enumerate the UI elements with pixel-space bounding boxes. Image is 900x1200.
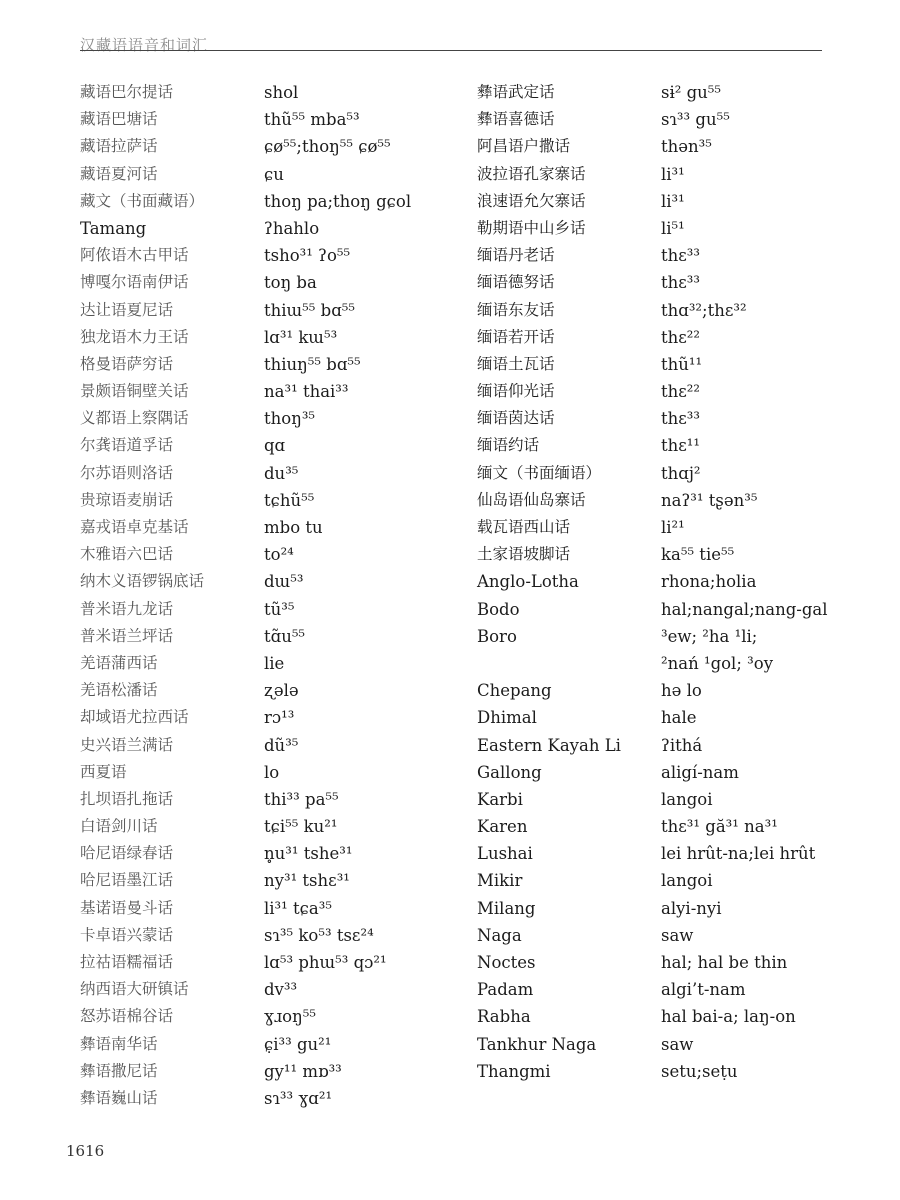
word-form: thɑ³²;thɛ³² — [661, 300, 747, 320]
word-form: dũ³⁵ — [264, 735, 299, 755]
language-name: 景颇语铜壁关话 — [80, 382, 189, 401]
language-name: Bodo — [477, 599, 520, 619]
word-form: ʐələ — [264, 681, 299, 701]
language-name: 尔苏语则洛话 — [80, 463, 174, 482]
word-form: li⁵¹ — [661, 218, 685, 238]
language-name: 尔龚语道孚话 — [80, 436, 174, 455]
language-name: 怒苏语棉谷话 — [80, 1007, 174, 1026]
language-name: Mikir — [477, 871, 523, 891]
language-name: Thangmi — [477, 1061, 551, 1081]
word-form: li²¹ — [661, 518, 685, 537]
word-form: na³¹ thai³³ — [264, 382, 349, 402]
language-name: 缅语丹老话 — [477, 246, 555, 265]
language-name: 缅语茵达话 — [477, 409, 555, 428]
language-name: 仙岛语仙岛寨话 — [477, 490, 586, 509]
language-name: Boro — [477, 626, 517, 646]
language-name: 缅语土瓦话 — [477, 354, 555, 373]
language-name: Eastern Kayah Li — [477, 735, 621, 755]
word-form: lɑ³¹ kɯ⁵³ — [264, 327, 338, 347]
word-form: ɣɹoŋ⁵⁵ — [264, 1007, 316, 1027]
running-head: 汉藏语语音和词汇 — [80, 36, 209, 54]
word-form: thɛ³³ — [661, 409, 701, 429]
word-form: thiɯ⁵⁵ bɑ⁵⁵ — [264, 300, 356, 320]
language-name: 羌语松潘话 — [80, 681, 158, 700]
header-rule — [80, 50, 822, 51]
language-name: 土家语坡脚话 — [477, 545, 571, 564]
word-form: ka⁵⁵ tie⁵⁵ — [661, 545, 735, 565]
language-name: 贵琼语麦崩话 — [80, 490, 174, 509]
word-form: thɛ³³ — [661, 273, 701, 293]
word-form: thɛ³³ — [661, 246, 701, 266]
language-name: 普米语九龙话 — [80, 599, 174, 618]
language-name: 普米语兰坪话 — [80, 626, 174, 645]
language-name: 白语剑川话 — [80, 817, 158, 836]
word-form: sɿ³³ gu⁵⁵ — [661, 110, 730, 130]
word-form: thɑj² — [661, 463, 701, 483]
word-form: hal bai-a; laŋ-on — [661, 1007, 796, 1027]
language-name: 彝语喜德话 — [477, 110, 555, 129]
word-form: thi³³ pa⁵⁵ — [264, 789, 339, 809]
language-name: 哈尼语绿春话 — [80, 844, 174, 863]
language-name: 西夏语 — [80, 762, 127, 781]
language-name: Tankhur Naga — [477, 1034, 597, 1054]
language-name: 哈尼语墨江话 — [80, 871, 174, 890]
language-name: Chepang — [477, 681, 552, 701]
word-form: thũ⁵⁵ mba⁵³ — [264, 110, 360, 130]
language-name: Tamang — [80, 218, 147, 238]
language-name: Gallong — [477, 762, 542, 782]
word-form: langoi — [661, 789, 713, 809]
word-form: thiuŋ⁵⁵ bɑ⁵⁵ — [264, 354, 361, 374]
language-name: 卡卓语兴蒙话 — [80, 925, 174, 944]
word-form: ʔithá — [661, 735, 703, 755]
language-name: Milang — [477, 898, 536, 918]
word-form: alyi-nyi — [661, 898, 722, 918]
language-name: Dhimal — [477, 708, 537, 728]
word-form: hal;nangal;nang-gal — [661, 599, 828, 619]
word-form: thɛ³¹ gă³¹ na³¹ — [661, 817, 778, 837]
word-form: tũ³⁵ — [264, 599, 295, 619]
word-form: hə lo — [661, 681, 702, 701]
word-form: thɛ²² — [661, 327, 701, 347]
word-form: thɛ²² — [661, 382, 701, 402]
word-form: thɛ¹¹ — [661, 436, 701, 456]
word-form: rhona;holia — [661, 572, 757, 592]
language-name: Padam — [477, 980, 534, 1000]
word-form: gy¹¹ mɒ³³ — [264, 1061, 342, 1081]
word-form: naʔ³¹ tʂən³⁵ — [661, 490, 758, 510]
language-name: 缅语若开话 — [477, 327, 555, 346]
language-name: Karbi — [477, 789, 523, 809]
word-form: dv³³ — [264, 980, 298, 1000]
language-name: 载瓦语西山话 — [477, 518, 571, 536]
language-name: 彝语武定话 — [477, 83, 555, 101]
language-name: 羌语蒲西话 — [80, 653, 158, 672]
language-name: 纳西语大研镇话 — [80, 980, 189, 999]
language-name: 藏文（书面藏语） — [80, 191, 205, 210]
word-form: lei hrût-na;lei hrût — [661, 844, 816, 864]
word-form: shol — [264, 83, 299, 102]
language-name: 达让语夏尼话 — [80, 300, 174, 319]
word-form: tɕi⁵⁵ ku²¹ — [264, 817, 338, 837]
language-name: 史兴语兰满话 — [80, 735, 174, 754]
language-name: Anglo-Lotha — [477, 572, 579, 592]
word-form: hale — [661, 708, 697, 728]
language-name: 彝语撒尼话 — [80, 1061, 158, 1080]
word-form: saw — [661, 925, 694, 945]
language-name: 独龙语木力王话 — [80, 327, 189, 346]
word-form: tsho³¹ ʔo⁵⁵ — [264, 246, 351, 266]
word-form: qɑ — [264, 436, 286, 456]
language-name: 彝语南华话 — [80, 1034, 158, 1053]
language-name: Karen — [477, 817, 528, 837]
word-form: hal; hal be thin — [661, 953, 788, 972]
language-name: Lushai — [477, 844, 533, 864]
word-form: lie — [264, 653, 285, 673]
language-name: 藏语巴尔提话 — [80, 83, 174, 101]
language-name: 阿侬语木古甲话 — [80, 246, 189, 265]
language-name: 义都语上察隅话 — [80, 409, 189, 428]
language-name: 藏语巴塘话 — [80, 110, 158, 129]
word-form: n̥u³¹ tshe³¹ — [264, 844, 353, 864]
word-form: aligí-nam — [661, 762, 739, 782]
word-form: tɕhũ⁵⁵ — [264, 490, 315, 510]
word-form: saw — [661, 1034, 694, 1054]
word-form: lɑ⁵³ phɯ⁵³ qɔ²¹ — [264, 953, 387, 972]
word-form: toŋ ba — [264, 273, 317, 293]
language-name: 却域语尤拉西话 — [80, 708, 189, 727]
word-form: tɑ̃u⁵⁵ — [264, 626, 306, 646]
word-form: li³¹ — [661, 164, 685, 184]
language-name: Noctes — [477, 953, 536, 972]
word-form: li³¹ — [661, 191, 685, 211]
language-name: Rabha — [477, 1007, 531, 1027]
language-name: 藏语拉萨话 — [80, 137, 158, 156]
word-form: ɕø⁵⁵;thoŋ⁵⁵ ɕø⁵⁵ — [264, 137, 391, 157]
language-name: 缅语东友话 — [477, 300, 555, 319]
word-form: sɿ³⁵ ko⁵³ tsɛ²⁴ — [264, 925, 374, 945]
language-name: 彝语巍山话 — [80, 1088, 158, 1107]
language-name: 格曼语萨穷话 — [80, 354, 174, 373]
language-name: 嘉戎语卓克基话 — [80, 518, 189, 536]
language-name: 阿昌语户撒话 — [477, 137, 571, 156]
language-name: 木雅语六巴话 — [80, 545, 174, 564]
page-number: 1616 — [66, 1142, 105, 1160]
language-name: 浪速语允欠寨话 — [477, 191, 586, 210]
word-form: du³⁵ — [264, 463, 299, 483]
word-form: ɕ̣i³³ gu²¹ — [264, 1034, 332, 1054]
word-form: rɔ¹³ — [264, 708, 295, 728]
word-form: thũ¹¹ — [661, 354, 703, 374]
word-form: dɯ⁵³ — [264, 572, 304, 592]
word-form: thən³⁵ — [661, 137, 712, 157]
word-form: thoŋ pa;thoŋ gɕol — [264, 191, 412, 211]
word-form: thoŋ³⁵ — [264, 409, 316, 429]
language-name: 拉祜语糯福话 — [80, 953, 174, 971]
language-name: 缅语德努话 — [477, 273, 555, 292]
language-name: 缅文（书面缅语） — [477, 463, 602, 482]
language-name: 波拉语孔家寨话 — [477, 164, 586, 183]
language-name: 博嘎尔语南伊话 — [80, 273, 189, 292]
language-name: 藏语夏河话 — [80, 164, 158, 183]
language-name: 纳木义语锣锅底话 — [80, 572, 205, 591]
language-name: 缅语约话 — [477, 436, 540, 455]
language-name: 基诺语曼斗话 — [80, 898, 174, 917]
word-form: ³ew; ²ha ¹li; — [661, 626, 758, 646]
word-form: ʔhahlo — [264, 218, 320, 238]
language-name: 扎坝语扎拖话 — [80, 789, 174, 808]
language-name: 勒期语中山乡话 — [477, 218, 586, 237]
word-form: li³¹ tɕa³⁵ — [264, 898, 332, 918]
word-form: langoi — [661, 871, 713, 891]
word-form: algi’t-nam — [661, 980, 746, 1000]
word-form: mbo tu — [264, 518, 323, 537]
word-form: ²nań ¹gol; ³oy — [661, 653, 774, 673]
word-form: sɿ³³ ɣɑ²¹ — [264, 1088, 333, 1108]
word-form: ɕu — [264, 164, 284, 184]
word-form: ny³¹ tshɛ³¹ — [264, 871, 350, 891]
language-name: Naga — [477, 925, 522, 945]
word-form: sɨ² gu⁵⁵ — [661, 83, 722, 102]
word-form: to²⁴ — [264, 545, 294, 565]
word-form: setu;seṭu — [661, 1061, 738, 1081]
language-name: 缅语仰光话 — [477, 382, 555, 401]
word-form: lo — [264, 762, 280, 782]
